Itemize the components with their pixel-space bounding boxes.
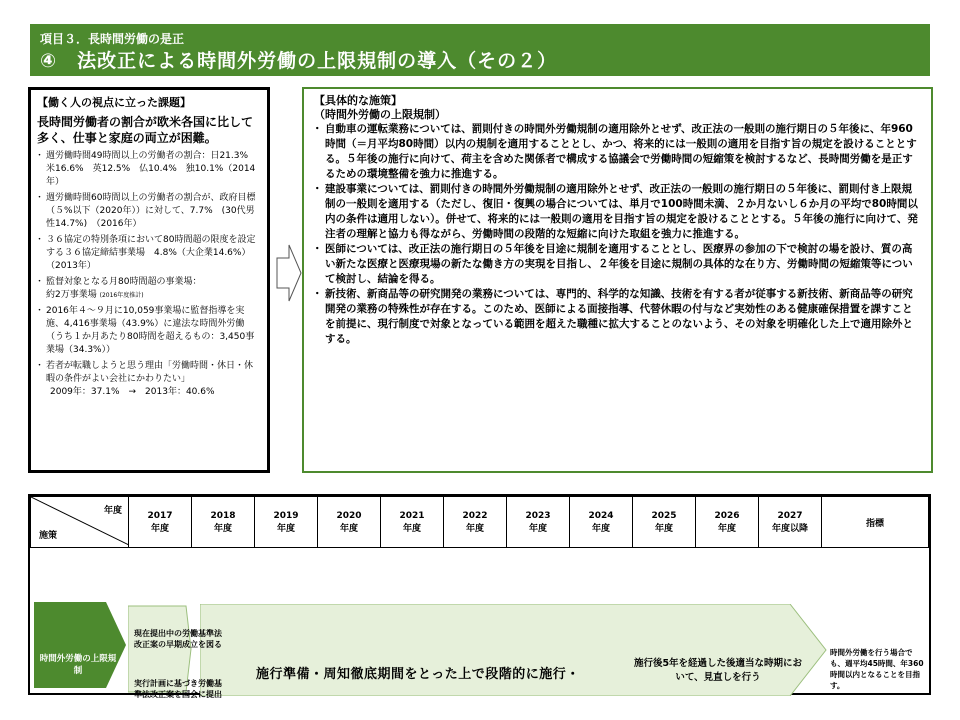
issue-text: 週労働時間60時間以上の労働者の割合が、政府目標（５%以下（2020年））に対して、7.7% (30代男性14.7%) （2016年）	[46, 193, 256, 229]
issue-subtext	[46, 289, 261, 302]
year-suffix: 年度以降	[771, 523, 808, 534]
measure-item: ・ 医師については、改正法の施行期日の５年後を目途に規制を適用することとし、医療界の参加の下で検討の場を設け、質の高い新たな医療と医療現場の新たな働き方の実現を目指し、２年後を目途に規制の具体的な在り方、労働時間の短縮策等について検討し、結論を得る。	[314, 242, 921, 287]
issue-subtext-value: 約2万事業場	[46, 290, 97, 300]
year-number: 2025	[651, 510, 677, 521]
step-2017-text: 現在提出中の労働基準法改正案の早期成立を図る	[134, 629, 222, 649]
year-header	[570, 497, 633, 548]
issue-text: ３６協定の特別条項において80時間超の限度を設定する３６協定締結事業場 4.8%（大企業14.6%）（2013年）	[46, 235, 256, 271]
issue-item	[37, 276, 261, 302]
year-header	[633, 497, 696, 548]
year-header	[759, 497, 822, 548]
measure-label: 時間外労働の上限規制	[39, 654, 117, 676]
corner-measure-label: 施策	[39, 531, 58, 541]
schedule-body	[30, 546, 929, 699]
year-suffix: 年度	[591, 523, 610, 534]
year-suffix: 年度	[465, 523, 484, 534]
corner-year-label: 年度	[103, 506, 122, 516]
year-suffix: 年度	[654, 523, 673, 534]
issue-item	[37, 234, 261, 273]
year-suffix: 年度	[276, 523, 295, 534]
indicator-header: 指標	[822, 497, 929, 548]
section-subtitle: 項目３．長時間労働の是正	[40, 32, 185, 46]
year-header	[318, 497, 381, 548]
issues-heading: 【働く人の視点に立った課題】	[37, 96, 191, 109]
issue-text: 2016年４～９月に10,059事業場に監督指導を実施、4,416事業場（43.9%）に違法な時間外労働（うち１か月あたり80時間を超えるもの：3,450事業場（34.3%））	[46, 306, 255, 355]
measures-panel	[302, 87, 933, 473]
year-number: 2017	[147, 510, 173, 521]
issue-text: 若者が転職しようと思う理由「労働時間・休日・休暇の条件がよい会社にかわりたい」	[46, 361, 254, 384]
year-suffix: 年度	[402, 523, 421, 534]
year-number: 2020	[336, 510, 362, 521]
issue-note: (2016年度推計)	[99, 292, 144, 299]
measure-item: ・ 建設事業については、罰則付きの時間外労働規制の適用除外とせず、改正法の一般則の施行期日の５年後に、罰則付き上限規制の一般則を適用する（ただし、復旧・復興の場合については、単月で100時間未満、２か月ないし６か月の平均で80時間以内の条件は適用しない）。併せて、将来的には一般則の適用を目指す旨の規定を設けることとする。５年後の施行に向けて、発注者の理解と協力も得ながら、労働時間の段階的な短縮に向けた取組を強力に推進する。	[314, 182, 921, 242]
year-header	[696, 497, 759, 548]
year-header	[507, 497, 570, 548]
issue-item	[37, 360, 261, 399]
issue-text: 週労働時間49時間以上の労働者の割合：日21.3% 米16.6% 英12.5% 仏10.4% 独10.1%（2014年）	[46, 151, 258, 187]
title-banner	[30, 24, 930, 76]
implementation-text: 施行準備・周知徹底期間をとった上で段階的に施行・	[256, 667, 580, 682]
year-header	[192, 497, 255, 548]
year-header	[444, 497, 507, 548]
year-suffix: 年度	[717, 523, 736, 534]
measures-list	[314, 122, 921, 347]
issue-text: 監督対象となる月80時間超の事業場：	[46, 277, 202, 287]
measure-item: ・ 自動車の運転業務については、罰則付きの時間外労働規制の適用除外とせず、改正法の一般則の施行期日の５年後に、年960時間（＝月平均80時間）以内の規制を適用することとし、かつ、将来的には一般則の適用を目指す旨の規定を設けることとする。５年後の施行に向けて、荷主を含めた関係者で構成する協議会で労働時間の短縮策を検討するなど、長時間労働を是正するための環境整備を強力に推進する。	[314, 122, 921, 182]
year-number: 2022	[462, 510, 488, 521]
year-header	[129, 497, 192, 548]
corner-header	[31, 497, 129, 548]
issue-subtext: 2009年：37.1% → 2013年：40.6%	[50, 387, 215, 397]
year-number: 2027	[777, 510, 803, 521]
issue-item	[37, 305, 261, 357]
measures-subheading: （時間外労働の上限規制）	[314, 108, 446, 121]
year-header	[255, 497, 318, 548]
issues-panel	[28, 87, 270, 473]
year-number: 2021	[399, 510, 425, 521]
issues-list	[37, 150, 261, 399]
page-title: ④ 法改正による時間外労働の上限規制の導入（その２）	[40, 50, 558, 72]
issue-item	[37, 192, 261, 231]
year-suffix: 年度	[528, 523, 547, 534]
schedule-header	[30, 496, 929, 548]
year-number: 2024	[588, 510, 614, 521]
right-arrow-icon	[276, 243, 302, 303]
issue-item	[37, 150, 261, 189]
year-number: 2026	[714, 510, 740, 521]
year-suffix: 年度	[339, 523, 358, 534]
indicator-text: 時間外労働を行う場合でも、週平均45時間、年360時間以内となることを目指す。	[830, 648, 924, 690]
review-text: 施行後5年を経過した後適当な時期において、見直しを行う	[633, 658, 803, 683]
measure-item: ・ 新技術、新商品等の研究開発の業務については、専門的、科学的な知識、技術を有する者が従事する新技術、新商品等の研究開発の業務の特殊性が存在する。このため、医師による面接指導、代替休暇の付与など実効性のある健康確保措置を課すことを前提に、現行制度で対象となっている範囲を超えた職種に拡大することのないよう、その対象を明確化した上で適用除外とする。	[314, 287, 921, 347]
measures-heading: 【具体的な施策】	[314, 94, 402, 107]
year-number: 2018	[210, 510, 236, 521]
year-suffix: 年度	[213, 523, 232, 534]
schedule-table	[28, 494, 931, 699]
year-suffix: 年度	[150, 523, 169, 534]
step-2017-text-2: 実行計画に基づき労働基準法改正案を国会に提出	[134, 679, 222, 699]
year-number: 2023	[525, 510, 551, 521]
year-header	[381, 497, 444, 548]
issues-lead: 長時間労働者の割合が欧米各国に比して多く、仕事と家庭の両立が困難。	[37, 115, 254, 145]
year-number: 2019	[273, 510, 299, 521]
